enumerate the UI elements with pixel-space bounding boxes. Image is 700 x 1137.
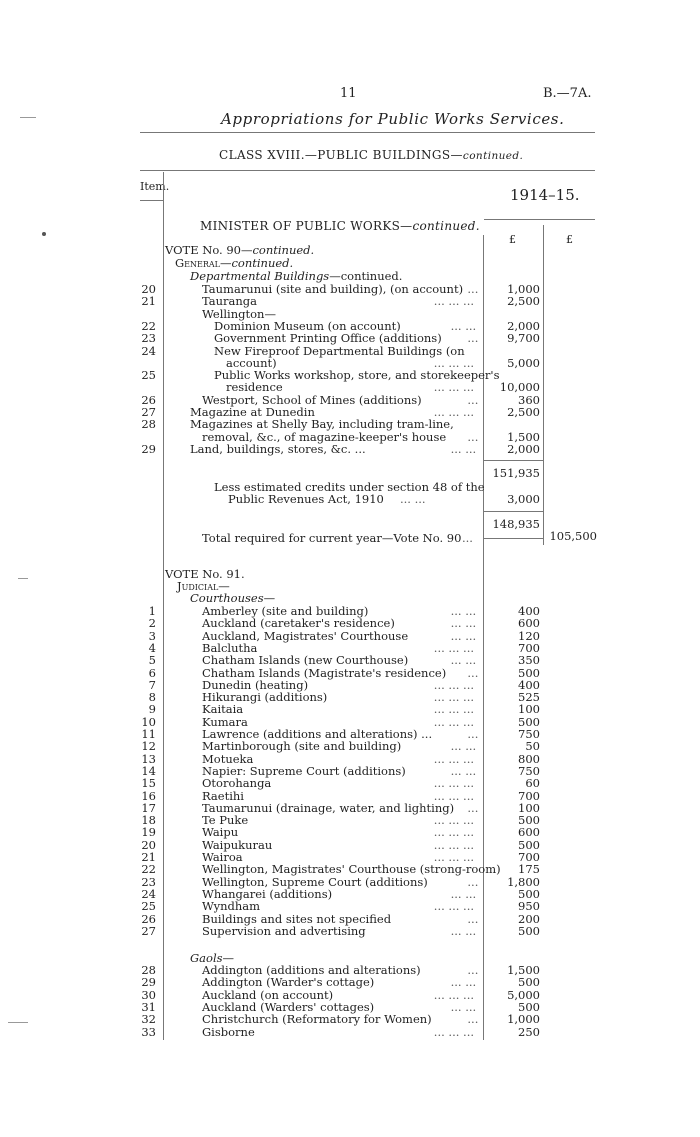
gaols-label: Gaols— — [190, 951, 235, 965]
leader-dots: ... — [467, 800, 479, 815]
item-description: Dominion Museum (on account) — [214, 318, 401, 333]
item-amount: 10,000 — [499, 380, 540, 395]
leader-dots: ... — [467, 665, 479, 680]
vote-90-heading — [165, 244, 314, 256]
item-amount: 200 — [518, 911, 540, 926]
leader-dots: ... ... ... — [433, 825, 475, 840]
item-number: 31 — [141, 999, 156, 1014]
minister-heading-cont: continued. — [412, 219, 480, 233]
item-description: Kumara — [202, 714, 248, 729]
leader-dots: ... ... — [450, 923, 477, 938]
item-number: 22 — [141, 862, 156, 877]
leader-dots: ... ... — [450, 653, 477, 668]
item-description: removal, &c., of magazine-keeper's house — [202, 429, 447, 444]
item-number: 20 — [141, 282, 156, 296]
item-description: Westport, School of Mines (additions) — [202, 392, 422, 407]
item-number: 13 — [141, 751, 156, 766]
currency-symbol-1: £ — [509, 233, 516, 246]
item-amount: 400 — [518, 677, 540, 692]
item-amount: 700 — [518, 640, 540, 655]
less-credits-line-2: Public Revenues Act, 1910 — [228, 492, 384, 506]
scan-speck — [8, 1022, 28, 1023]
vote-90-subtotal: 151,935 — [492, 466, 540, 480]
leader-dots: ... ... ... — [433, 788, 475, 803]
vote-90-dept — [190, 270, 402, 282]
item-description: Dunedin (heating) — [202, 677, 309, 692]
item-amount: 1,000 — [507, 282, 540, 296]
item-description: Auckland (on account) — [202, 987, 334, 1002]
item-number: 17 — [141, 800, 156, 815]
leader-dots: ... — [467, 874, 479, 889]
item-amount: 700 — [518, 788, 540, 803]
page-title: Appropriations for Public Works Services. — [221, 110, 565, 128]
leader-dots: ... ... ... — [433, 714, 475, 729]
item-number: 33 — [141, 1024, 156, 1039]
leader-dots: ... ... ... — [433, 640, 475, 655]
item-number: 6 — [148, 665, 156, 680]
leader-dots: ... — [467, 963, 479, 977]
item-amount: 2,000 — [507, 441, 540, 456]
vote-90-total-label: Total required for current year—Vote No. 90 — [202, 531, 462, 545]
class-heading-cont: continued. — [462, 150, 524, 162]
item-number: 23 — [141, 874, 156, 889]
vote-91-heading: VOTE No. 91. — [165, 567, 245, 581]
item-number: 29 — [141, 441, 156, 456]
item-amount: 1,500 — [507, 963, 540, 977]
item-description: Napier: Supreme Court (additions) — [202, 763, 406, 778]
item-number: 14 — [141, 763, 156, 778]
leader-dots: ... ... — [450, 318, 477, 333]
item-number: 20 — [141, 837, 156, 852]
item-amount: 600 — [518, 825, 540, 840]
leader-dots: ... ... — [450, 975, 477, 990]
item-number: 9 — [148, 702, 156, 717]
item-number: 3 — [148, 628, 156, 643]
item-number: 24 — [141, 886, 156, 901]
item-amount: 2,500 — [507, 294, 540, 309]
item-description: New Fireproof Departmental Buildings (on — [214, 343, 465, 358]
leader-dots: ... — [467, 392, 479, 407]
item-amount: 750 — [518, 727, 540, 741]
item-number: 4 — [148, 640, 156, 655]
item-amount: 350 — [518, 653, 540, 668]
item-description: Amberley (site and building) — [202, 604, 369, 618]
item-amount: 750 — [518, 763, 540, 778]
item-amount: 100 — [518, 702, 540, 717]
item-amount: 950 — [518, 899, 540, 914]
leader-dots: ... ... — [450, 441, 477, 456]
leader-dots: ... ... ... — [433, 702, 475, 717]
item-description: Otorohanga — [202, 776, 272, 791]
vote-90-sub-main: General — [175, 256, 220, 270]
item-column-divider — [163, 172, 164, 1040]
item-amount: 1,800 — [507, 874, 540, 889]
item-description: Hikurangi (additions) — [202, 690, 328, 705]
item-column-header: Item. — [140, 180, 170, 193]
item-number: 26 — [141, 392, 156, 407]
item-amount: 525 — [518, 690, 540, 705]
item-amount: 500 — [518, 665, 540, 680]
item-description: Magazine at Dunedin — [190, 405, 315, 419]
item-amount: 9,700 — [507, 331, 540, 346]
item-number: 7 — [148, 677, 156, 692]
leader-dots: ... ... ... — [433, 776, 475, 791]
item-amount: 400 — [518, 604, 540, 618]
year-column-header: 1914–15. — [510, 186, 580, 204]
item-number: 25 — [141, 899, 156, 914]
total-column-divider — [543, 225, 544, 545]
item-description: Wyndham — [202, 899, 260, 914]
item-description: Addington (additions and alterations) — [202, 963, 421, 977]
item-amount: 500 — [518, 837, 540, 852]
item-description: Magazines at Shelly Bay, including tram-line, — [190, 417, 454, 432]
leader-dots: ... ... ... — [433, 850, 475, 864]
vote-91-subheading: Judicial— — [177, 579, 230, 593]
leader-dots: ... — [467, 727, 479, 741]
vote-90-sub-cont: —continued. — [219, 256, 294, 270]
leader-dots: ... ... — [450, 616, 477, 631]
item-amount: 360 — [518, 392, 540, 407]
item-amount: 100 — [518, 800, 540, 815]
leader-dots: ... ... — [450, 604, 477, 618]
item-amount: 5,000 — [507, 987, 540, 1002]
item-number: 19 — [141, 825, 156, 840]
leader-dots: ... ... — [450, 886, 477, 901]
item-description: Tauranga — [202, 294, 258, 309]
item-number: 22 — [141, 318, 156, 333]
vote-90-subheading — [175, 257, 293, 269]
year-header-rule — [484, 219, 595, 220]
item-number: 27 — [141, 923, 156, 938]
item-description: Gisborne — [202, 1024, 255, 1039]
leader-dots: ... ... ... — [433, 355, 475, 370]
item-description: Buildings and sites not specified — [202, 911, 392, 926]
item-number: 21 — [141, 294, 156, 309]
item-number: 15 — [141, 776, 156, 791]
item-amount: 500 — [518, 886, 540, 901]
item-amount: 700 — [518, 850, 540, 864]
courthouses-label: Courthouses— — [190, 591, 276, 605]
less-credits-dots: ... ... — [400, 492, 426, 506]
item-number: 23 — [141, 331, 156, 346]
item-amount: 175 — [518, 862, 540, 877]
item-amount: 60 — [525, 776, 540, 791]
item-description: Christchurch (Reformatory for Women) — [202, 1012, 432, 1027]
item-number: 28 — [141, 963, 156, 977]
item-description: Chatham Islands (Magistrate's residence) — [202, 665, 447, 680]
item-description: Wairoa — [202, 850, 243, 864]
item-number: 21 — [141, 850, 156, 864]
vote-90-main: VOTE No. 90— — [165, 243, 253, 257]
vote-90-cont: continued. — [252, 243, 315, 257]
vote-90-total-dots: ... — [462, 531, 473, 545]
leader-dots: ... ... ... — [433, 1024, 475, 1039]
leader-dots: ... ... ... — [433, 294, 475, 309]
item-number: 5 — [148, 653, 156, 668]
item-description: Waipu — [202, 825, 239, 840]
item-number: 10 — [141, 714, 156, 729]
item-number: 28 — [141, 417, 156, 432]
item-amount: 2,000 — [507, 318, 540, 333]
leader-dots: ... ... ... — [433, 899, 475, 914]
table-top-rule — [140, 170, 595, 171]
item-description: Addington (Warder's cottage) — [202, 975, 375, 990]
item-amount: 500 — [518, 975, 540, 990]
item-number: 26 — [141, 911, 156, 926]
item-description: Kaitaia — [202, 702, 244, 717]
leader-dots: ... ... — [450, 628, 477, 643]
item-number: 25 — [141, 368, 156, 383]
leader-dots: ... ... ... — [433, 380, 475, 395]
leader-dots: ... ... ... — [433, 690, 475, 705]
currency-symbol-2: £ — [566, 233, 573, 246]
net-rule — [484, 511, 543, 512]
vote-90-total-amount: 105,500 — [549, 529, 597, 543]
scan-speck — [42, 232, 46, 236]
leader-dots: ... ... ... — [433, 837, 475, 852]
item-description: Public Works workshop, store, and storekeeper's — [214, 368, 500, 383]
item-description: Balclutha — [202, 640, 258, 655]
item-description: Taumarunui (site and building), (on account) — [202, 282, 464, 296]
item-description: Government Printing Office (additions) — [214, 331, 442, 346]
leader-dots: ... ... ... — [433, 405, 475, 419]
scan-speck — [18, 578, 28, 579]
item-amount: 50 — [525, 739, 540, 754]
item-amount: 500 — [518, 923, 540, 938]
item-amount: 500 — [518, 999, 540, 1014]
item-header-rule — [140, 200, 163, 201]
item-description: Auckland, Magistrates' Courthouse — [202, 628, 409, 643]
item-amount: 500 — [518, 714, 540, 729]
item-number: 12 — [141, 739, 156, 754]
item-description: account) — [226, 355, 277, 370]
item-number: 32 — [141, 1012, 156, 1027]
title-rule — [140, 132, 595, 133]
item-description: Motueka — [202, 751, 254, 766]
item-description: Wellington, Magistrates' Courthouse (strong-room) — [202, 862, 501, 877]
item-number: 2 — [148, 616, 156, 631]
leader-dots: ... ... — [450, 763, 477, 778]
item-number: 18 — [141, 813, 156, 828]
item-amount: 2,500 — [507, 405, 540, 419]
leader-dots: ... — [467, 429, 479, 444]
item-description: Chatham Islands (new Courthouse) — [202, 653, 409, 668]
item-number: 1 — [148, 604, 156, 618]
item-description: Raetihi — [202, 788, 244, 803]
item-description: residence — [226, 380, 283, 395]
item-number: 27 — [141, 405, 156, 419]
leader-dots: ... ... — [450, 739, 477, 754]
leader-dots: ... ... — [450, 999, 477, 1014]
page-number: 11 — [340, 86, 357, 101]
leader-dots: ... ... ... — [433, 987, 475, 1002]
leader-dots: ... — [467, 282, 479, 296]
leader-dots: ... ... ... — [433, 813, 475, 828]
item-number: 30 — [141, 987, 156, 1002]
item-amount: 800 — [518, 751, 540, 766]
leader-dots: ... — [467, 911, 479, 926]
item-number: 8 — [148, 690, 156, 705]
item-amount: 5,000 — [507, 355, 540, 370]
leader-dots: ... — [467, 331, 479, 346]
item-description: Martinborough (site and building) — [202, 739, 402, 754]
item-number: 16 — [141, 788, 156, 803]
item-number: 29 — [141, 975, 156, 990]
item-description: Supervision and advertising — [202, 923, 366, 938]
class-heading-main: CLASS XVIII.—PUBLIC BUILDINGS— — [219, 148, 463, 162]
item-description: Waipukurau — [202, 837, 273, 852]
item-amount: 1,000 — [507, 1012, 540, 1027]
vote-90-net: 148,935 — [492, 517, 540, 531]
subtotal-rule — [484, 460, 543, 461]
less-credits-amount: 3,000 — [507, 492, 540, 506]
leader-dots: ... ... ... — [433, 677, 475, 692]
item-amount: 120 — [518, 628, 540, 643]
scan-speck — [20, 117, 36, 118]
class-heading — [219, 148, 523, 162]
less-credits-line-1: Less estimated credits under section 48 of the — [214, 480, 485, 494]
item-description: Auckland (Warders' cottages) — [202, 999, 375, 1014]
minister-heading — [200, 219, 480, 233]
item-description: Lawrence (additions and alterations) ... — [202, 727, 433, 741]
item-description: Land, buildings, stores, &c. ... — [190, 441, 366, 456]
item-description: Whangarei (additions) — [202, 886, 333, 901]
item-amount: 500 — [518, 813, 540, 828]
vote-90-dept-cont: —continued. — [329, 269, 403, 283]
item-amount: 600 — [518, 616, 540, 631]
item-description: Wellington— — [202, 306, 276, 321]
item-description: Auckland (caretaker's residence) — [202, 616, 395, 631]
item-number: 24 — [141, 343, 156, 358]
item-description: Taumarunui (drainage, water, and lighting) — [202, 800, 455, 815]
minister-heading-main: MINISTER OF PUBLIC WORKS— — [200, 219, 413, 233]
total-rule — [484, 538, 543, 539]
item-description: Wellington, Supreme Court (additions) — [202, 874, 428, 889]
ref-code: B.—7A. — [543, 86, 592, 101]
item-description: Te Puke — [202, 813, 249, 828]
item-amount: 1,500 — [507, 429, 540, 444]
item-amount: 250 — [518, 1024, 540, 1039]
leader-dots: ... ... ... — [433, 751, 475, 766]
vote-90-dept-main: Departmental Buildings — [190, 269, 330, 283]
item-number: 11 — [141, 727, 156, 741]
leader-dots: ... — [467, 1012, 479, 1027]
